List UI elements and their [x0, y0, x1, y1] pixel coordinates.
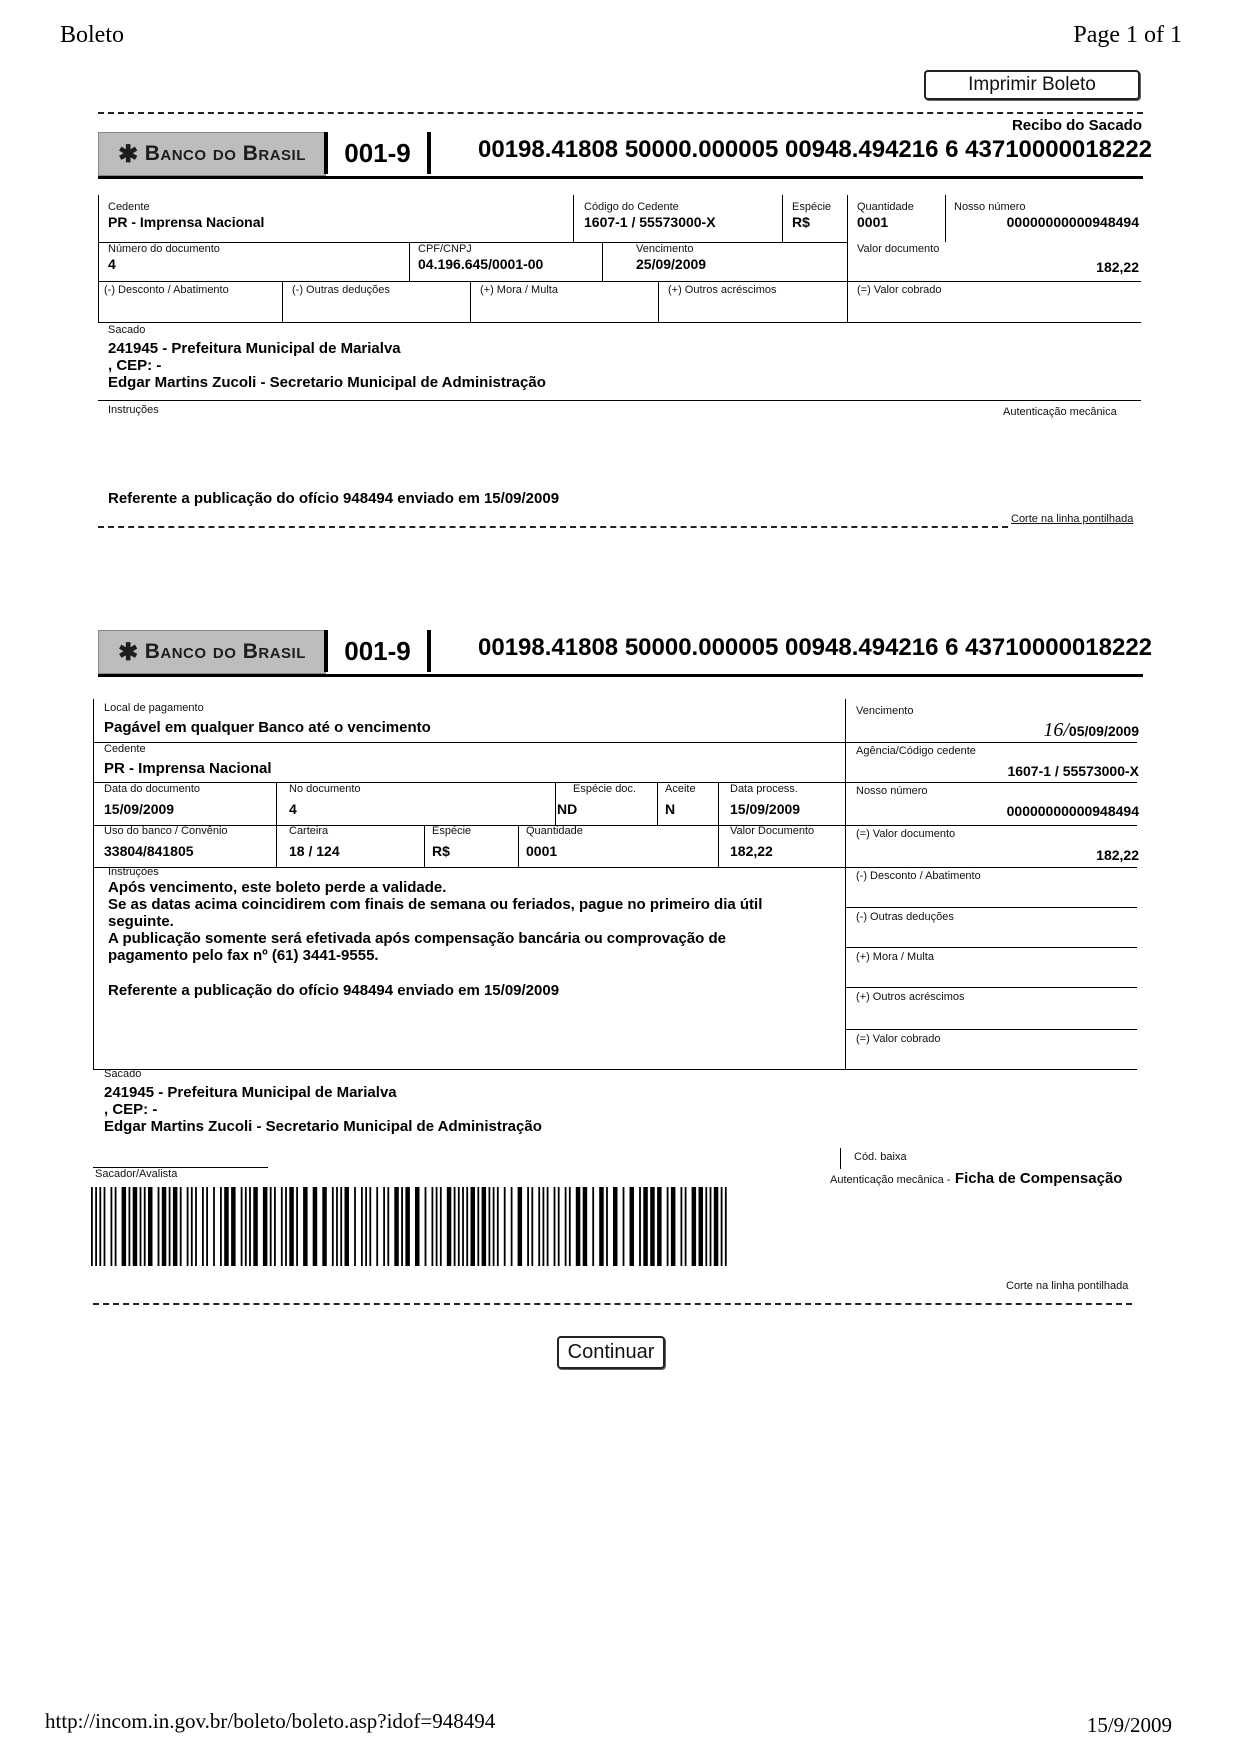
linha-digitavel: 00198.41808 50000.000005 00948.494216 6 43710000018222: [478, 136, 1153, 163]
recibo-desconto-label: (-) Desconto / Abatimento: [104, 284, 229, 296]
barcode: [91, 1187, 728, 1266]
recibo-mora-label: (+) Mora / Multa: [480, 284, 558, 296]
print-boleto-button[interactable]: Imprimir Boleto: [924, 70, 1140, 100]
ficha-valor-documento-right: (=) Valor documento 182,22: [856, 828, 1139, 863]
linha-digitavel: 00198.41808 50000.000005 00948.494216 6 43710000018222: [478, 634, 1153, 661]
ficha-outras-deducoes-label: (-) Outras deduções: [856, 911, 954, 923]
corte-label-2: Corte na linha pontilhada: [1006, 1280, 1129, 1292]
recibo-sacado: Sacado 241945 - Prefeitura Municipal de Marialva , CEP: - Edgar Martins Zucoli - Secretario Municipal de Administração: [108, 324, 546, 391]
recibo-valor-documento: Valor documento 182,22: [857, 243, 1139, 275]
ficha-cod-baixa-label: Cód. baixa: [854, 1151, 907, 1163]
ficha-mora-label: (+) Mora / Multa: [856, 951, 934, 963]
recibo-quantidade: Quantidade 0001: [857, 201, 914, 230]
ficha-aceite: Aceite N: [665, 783, 696, 817]
recibo-valor-cobrado-label: (=) Valor cobrado: [857, 284, 942, 296]
ficha-outros-acrescimos-label: (+) Outros acréscimos: [856, 991, 965, 1003]
ficha-data-process: Data process. 15/09/2009: [730, 783, 801, 817]
ficha-uso-banco: Uso do banco / Convênio 33804/841805: [104, 825, 228, 859]
recibo-nosso-numero: Nosso número 00000000000948494: [954, 201, 1139, 230]
recibo-especie: Espécie R$: [792, 201, 832, 230]
handwritten-date-mark: 16/: [1043, 719, 1069, 741]
recibo-cpf-cnpj: CPF/CNPJ 04.196.645/0001-00: [418, 243, 544, 272]
continue-button[interactable]: Continuar: [557, 1336, 665, 1369]
ficha-no-documento: No documento 4: [289, 783, 361, 817]
ficha-nosso-numero: Nosso número 00000000000948494: [856, 785, 1139, 819]
recibo-cedente: Cedente PR - Imprensa Nacional: [108, 201, 265, 230]
bank-logo-icon: ✱: [118, 638, 139, 666]
ficha-carteira: Carteira 18 / 124: [289, 825, 340, 859]
bank-logo: ✱ Banco do Brasil: [98, 630, 326, 674]
ficha-vencimento: Vencimento 16/05/09/2009: [856, 705, 1139, 741]
ficha-autenticacao: Autenticação mecânica - Ficha de Compensação: [830, 1170, 1123, 1187]
bank-code: 001-9: [324, 630, 431, 672]
corte-label-1: Corte na linha pontilhada: [1011, 513, 1134, 525]
recibo-codigo-cedente: Código do Cedente 1607-1 / 55573000-X: [584, 201, 716, 230]
footer-url: http://incom.in.gov.br/boleto/boleto.asp?idof=948494: [45, 1709, 496, 1733]
ficha-especie: Espécie R$: [432, 825, 472, 859]
ficha-cedente: Cedente PR - Imprensa Nacional: [104, 743, 272, 777]
ficha-desconto-label: (-) Desconto / Abatimento: [856, 870, 981, 882]
bank-logo: ✱ Banco do Brasil: [98, 132, 326, 176]
bank-code: 001-9: [324, 132, 431, 174]
recibo-referente: Referente a publicação do ofício 948494 enviado em 15/09/2009: [108, 490, 560, 507]
ficha-title: Ficha de Compensação: [954, 1170, 1123, 1187]
print-header-page: Page 1 of 1: [1073, 22, 1182, 48]
ficha-instrucoes: Instruções Após vencimento, este boleto perde a validade. Se as datas acima coincidirem com finais de semana ou feriados, pague no primeiro dia útil seguinte. A publicação somente será efetivada após compensação bancária ou comprovação de pagamento pelo fax nº (61) 3441-9555. Referente a publicação do ofício 948494 enviado em 15/09/2009: [108, 866, 763, 999]
ficha-quantidade: Quantidade 0001: [526, 825, 583, 859]
recibo-title: Recibo do Sacado: [1011, 117, 1142, 134]
cut-line-1: [98, 526, 1008, 528]
ficha-data-documento: Data do documento 15/09/2009: [104, 783, 201, 817]
ficha-especie-doc: Espécie doc. ND: [557, 783, 636, 817]
recibo-numero-documento: Número do documento 4: [108, 243, 220, 272]
bank-header-ficha: [98, 630, 1153, 677]
ficha-valor-cobrado-label: (=) Valor cobrado: [856, 1033, 941, 1045]
ficha-local-pagamento: Local de pagamento Pagável em qualquer Banco até o vencimento: [104, 702, 431, 736]
recibo-outras-deducoes-label: (-) Outras deduções: [292, 284, 390, 296]
ficha-sacado: Sacado 241945 - Prefeitura Municipal de Marialva , CEP: - Edgar Martins Zucoli - Secretario Municipal de Administração: [104, 1068, 542, 1135]
print-header-title: Boleto: [60, 22, 124, 48]
top-dashed-divider: [98, 112, 1143, 114]
cut-line-2: [93, 1303, 1132, 1305]
ficha-agencia-codigo: Agência/Código cedente 1607-1 / 55573000-X: [856, 745, 1139, 779]
footer-date: 15/9/2009: [1086, 1713, 1172, 1737]
recibo-autenticacao-label: Autenticação mecânica: [1003, 406, 1117, 418]
bank-logo-icon: ✱: [118, 140, 139, 168]
recibo-vencimento: Vencimento 25/09/2009: [636, 243, 707, 272]
recibo-instrucoes-label: Instruções: [108, 404, 159, 416]
ficha-sacador-label: Sacador/Avalista: [95, 1168, 178, 1180]
bank-header-recibo: [98, 132, 1153, 179]
recibo-outros-acrescimos-label: (+) Outros acréscimos: [668, 284, 777, 296]
ficha-valor-documento: Valor Documento 182,22: [730, 825, 815, 859]
